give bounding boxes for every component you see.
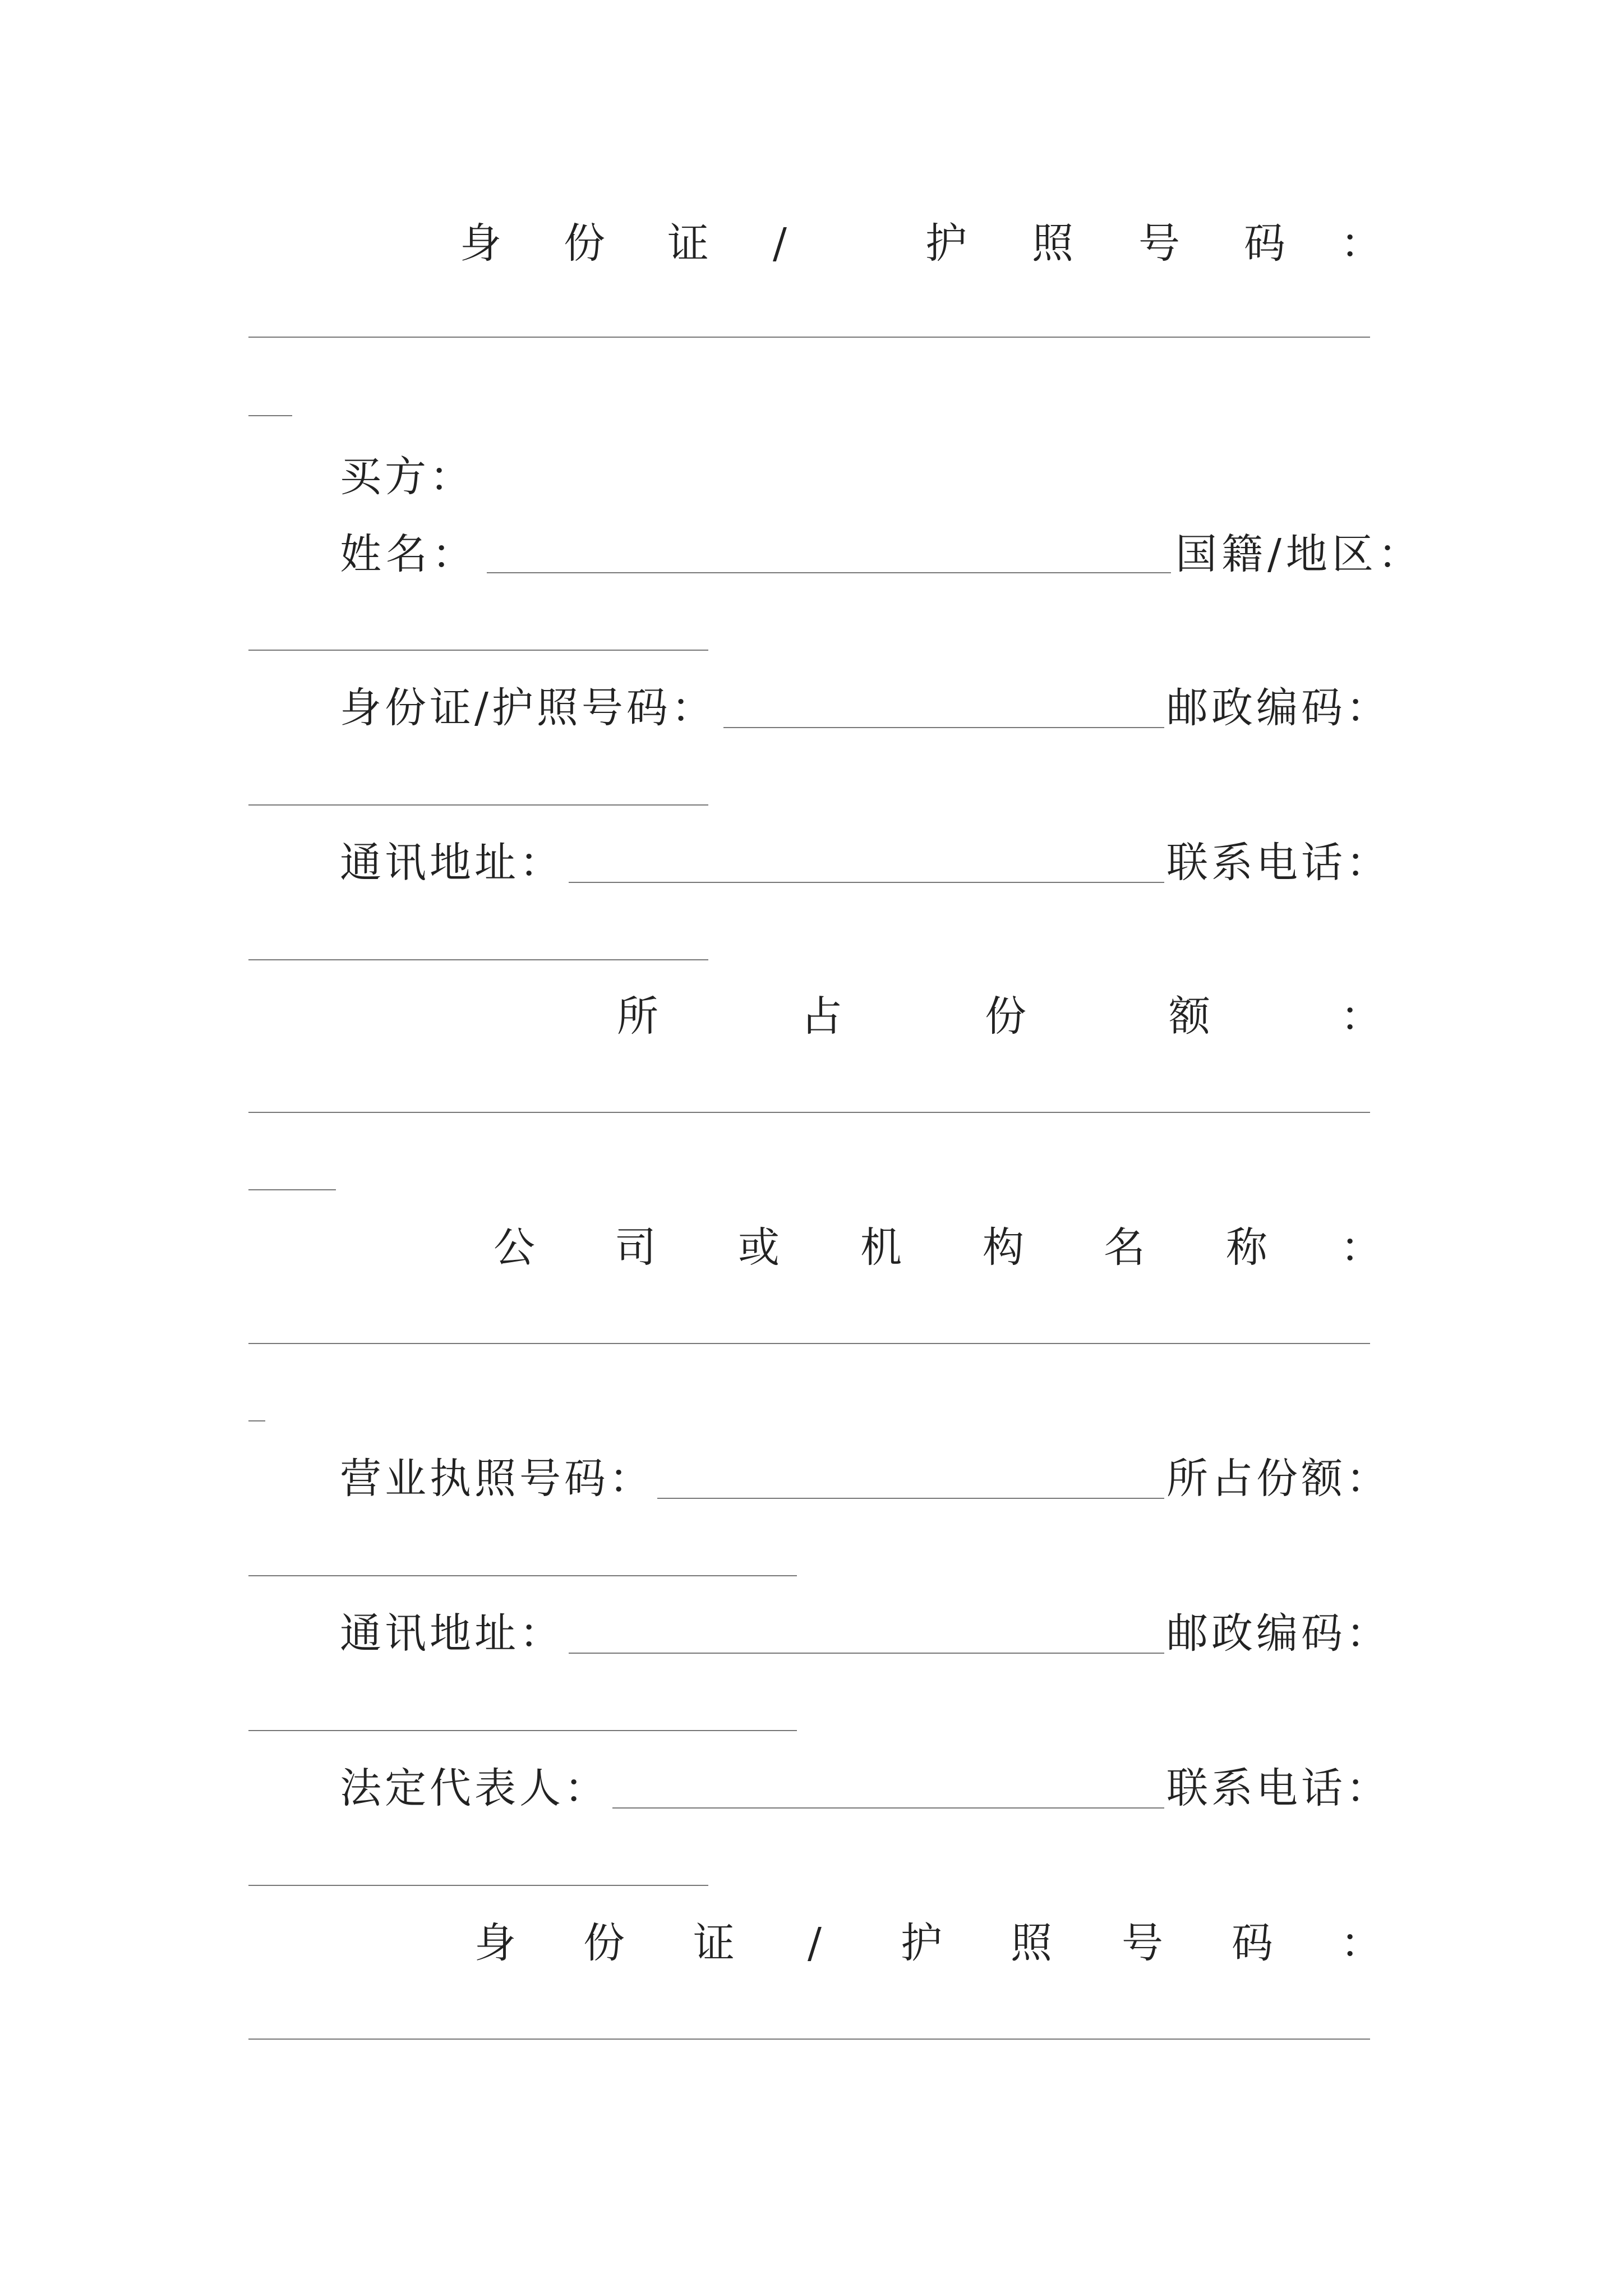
spaced-char: ： xyxy=(1340,1223,1382,1272)
blank-line xyxy=(248,415,292,416)
spaced-char: 司 xyxy=(615,1223,656,1272)
spaced-char: 占 xyxy=(801,992,842,1041)
spaced-char: 公 xyxy=(494,1223,535,1272)
address-label: 通讯地址： xyxy=(340,1609,564,1658)
spaced-char: ： xyxy=(1340,992,1382,1041)
spaced-char: 份 xyxy=(985,992,1026,1041)
company-id-passport-line xyxy=(0,1910,1623,1977)
company-address-blank xyxy=(569,1653,1164,1654)
spaced-char: 护 xyxy=(925,219,967,268)
id-passport-label: 身份证/护照号码： xyxy=(340,684,716,732)
company-postal-blank xyxy=(248,1730,797,1731)
address-blank xyxy=(569,882,1164,883)
legal-rep-label: 法定代表人： xyxy=(340,1764,609,1812)
spaced-char: ： xyxy=(1340,1919,1382,1967)
nationality-label: 国籍/地区： xyxy=(1175,530,1424,578)
company-rep-line xyxy=(0,1755,1623,1822)
spaced-char: 称 xyxy=(1226,1223,1267,1272)
spaced-char: 码 xyxy=(1232,1919,1273,1967)
spaced-char: 照 xyxy=(1011,1919,1052,1967)
company-share-blank xyxy=(248,1575,797,1576)
spaced-char: 机 xyxy=(860,1223,902,1272)
company-name-blank-tail xyxy=(248,1420,265,1421)
postal-code-label: 邮政编码： xyxy=(1166,1609,1391,1658)
buyer-address-line xyxy=(0,829,1623,896)
phone-blank xyxy=(248,959,708,960)
spaced-char: 护 xyxy=(901,1919,942,1967)
buyer-share-line xyxy=(0,983,1623,1050)
spaced-char: 构 xyxy=(983,1223,1024,1272)
company-license-line xyxy=(0,1445,1623,1512)
spaced-char: ： xyxy=(1340,219,1382,268)
blank-line xyxy=(248,337,1370,338)
name-label: 姓名： xyxy=(340,530,478,578)
spaced-char: 额 xyxy=(1169,992,1210,1041)
spaced-char: 号 xyxy=(1122,1919,1163,1967)
spaced-char: / xyxy=(808,1919,822,1967)
spaced-char: 码 xyxy=(1244,219,1285,268)
buyer-id-line xyxy=(0,674,1623,742)
company-name-blank xyxy=(248,1343,1370,1344)
postal-code-label: 邮政编码： xyxy=(1166,684,1391,732)
seller-id-passport-line xyxy=(0,210,1623,277)
spaced-char: 号 xyxy=(1138,219,1180,268)
buyer-name-line xyxy=(0,521,1623,588)
legal-rep-blank xyxy=(612,1807,1164,1809)
nationality-blank xyxy=(248,650,708,651)
company-name-line xyxy=(0,1214,1623,1281)
share-blank xyxy=(248,1112,1370,1113)
name-blank xyxy=(487,572,1171,573)
share-blank-tail xyxy=(248,1189,336,1190)
license-label: 营业执照号码： xyxy=(340,1455,654,1503)
spaced-char: 或 xyxy=(738,1223,780,1272)
license-blank xyxy=(657,1498,1164,1499)
spaced-char: 份 xyxy=(564,219,605,268)
postal-code-blank xyxy=(248,804,708,806)
spaced-char: / xyxy=(773,219,787,268)
company-address-line xyxy=(0,1600,1623,1667)
id-passport-blank xyxy=(723,727,1164,728)
company-id-blank xyxy=(248,2039,1370,2040)
phone-label: 联系电话： xyxy=(1166,839,1391,887)
address-label: 通讯地址： xyxy=(340,839,564,887)
buyer-heading-line xyxy=(0,443,1623,510)
phone-label: 联系电话： xyxy=(1166,1764,1391,1812)
spaced-char: 所 xyxy=(617,992,658,1041)
buyer-heading: 买方： xyxy=(340,453,474,501)
company-phone-blank xyxy=(248,1885,708,1886)
spaced-char: 证 xyxy=(667,219,709,268)
spaced-char: 身 xyxy=(460,219,501,268)
spaced-char: 份 xyxy=(583,1919,625,1967)
spaced-char: 证 xyxy=(693,1919,735,1967)
spaced-char: 名 xyxy=(1104,1223,1145,1272)
share-label: 所占份额： xyxy=(1166,1455,1391,1503)
spaced-char: 身 xyxy=(474,1919,516,1967)
spaced-char: 照 xyxy=(1032,219,1073,268)
